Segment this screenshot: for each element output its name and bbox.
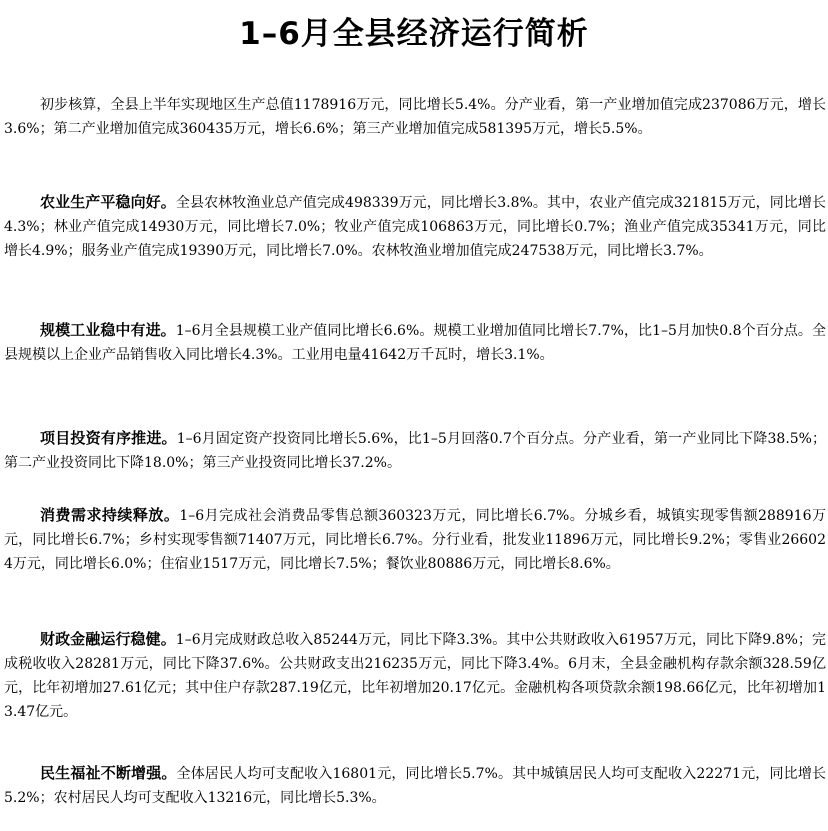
paragraph-body: 1–6月全县规模工业产值同比增长6.6%。规模工业增加值同比增长7.7%，比1–5月加快0.8个百分点。全县规模以上企业产品销售收入同比增长4.3%。工业用电量41642万千瓦时，增长3.1%。: [4, 323, 826, 363]
paragraph-body: 1–6月固定资产投资同比增长5.6%，比1–5月回落0.7个百分点。分产业看，第一产业同比下降38.5%；第二产业投资同比下降18.0%；第三产业投资同比增长37.2%。: [4, 431, 826, 471]
paragraph-heading: 民生福祉不断增强。: [40, 764, 177, 782]
paragraph-body: 1–6月完成财政总收入85244万元，同比下降3.3%。其中公共财政收入61957万元，同比下降9.8%；完成税收收入28281万元，同比下降37.6%。公共财政支出216235万元，同比下降3.4%。6月末，全县金融机构存款余额328.59亿元，比年初增加27.61亿元；其中住户存款287.19亿元，比年初增加20.17亿元。金融机构各项贷款余额198.66亿元，比年初增加13.47亿元。: [4, 632, 826, 720]
paragraph-gdp-overview: [4, 93, 826, 141]
paragraph-investment: [4, 426, 826, 475]
paragraph-body: 全体居民人均可支配收入16801元，同比增长5.7%。其中城镇居民人均可支配收入22271元，同比增长5.2%；农村居民人均可支配收入13216元，同比增长5.3%。: [4, 766, 826, 806]
paragraph-heading: 规模工业稳中有进。: [40, 321, 176, 339]
paragraph-industry: [4, 318, 826, 367]
paragraph-heading: 财政金融运行稳健。: [40, 630, 176, 648]
paragraph-heading: 农业生产平稳向好。: [40, 193, 176, 211]
paragraph-body: 初步核算，全县上半年实现地区生产总值1178916万元，同比增长5.4%。分产业看，第一产业增加值完成237086万元，增长3.6%；第二产业增加值完成360435万元，增长6.6%；第三产业增加值完成581395万元，增长5.5%。: [4, 97, 826, 137]
paragraph-consumption: [4, 503, 826, 576]
paragraph-body: 1–6月完成社会消费品零售总额360323万元，同比增长6.7%。分城乡看，城镇实现零售额288916万元，同比增长6.7%；乡村实现零售额71407万元，同比增长6.7%。分行业看，批发业11896万元，同比增长9.2%；零售业266024万元，同比增长6.0%；住宿业1517万元，同比增长7.5%；餐饮业80886万元，同比增长8.6%。: [4, 508, 826, 572]
paragraph-heading: 项目投资有序推进。: [40, 429, 177, 447]
page-title: 1–6月全县经济运行简析: [239, 16, 589, 52]
paragraph-heading: 消费需求持续释放。: [40, 506, 180, 524]
paragraph-agriculture: [4, 190, 826, 263]
paragraph-body: 全县农林牧渔业总产值完成498339万元，同比增长3.8%。其中，农业产值完成321815万元，同比增长4.3%；林业产值完成14930万元，同比增长7.0%；牧业产值完成106863万元，同比增长0.7%；渔业产值完成35341万元，同比增长4.9%；服务业产值完成19390万元，同比增长7.0%。农林牧渔业增加值完成247538万元，同比增长3.7%。: [4, 195, 826, 259]
paragraph-finance: [4, 627, 826, 724]
paragraph-welfare: [4, 761, 826, 810]
